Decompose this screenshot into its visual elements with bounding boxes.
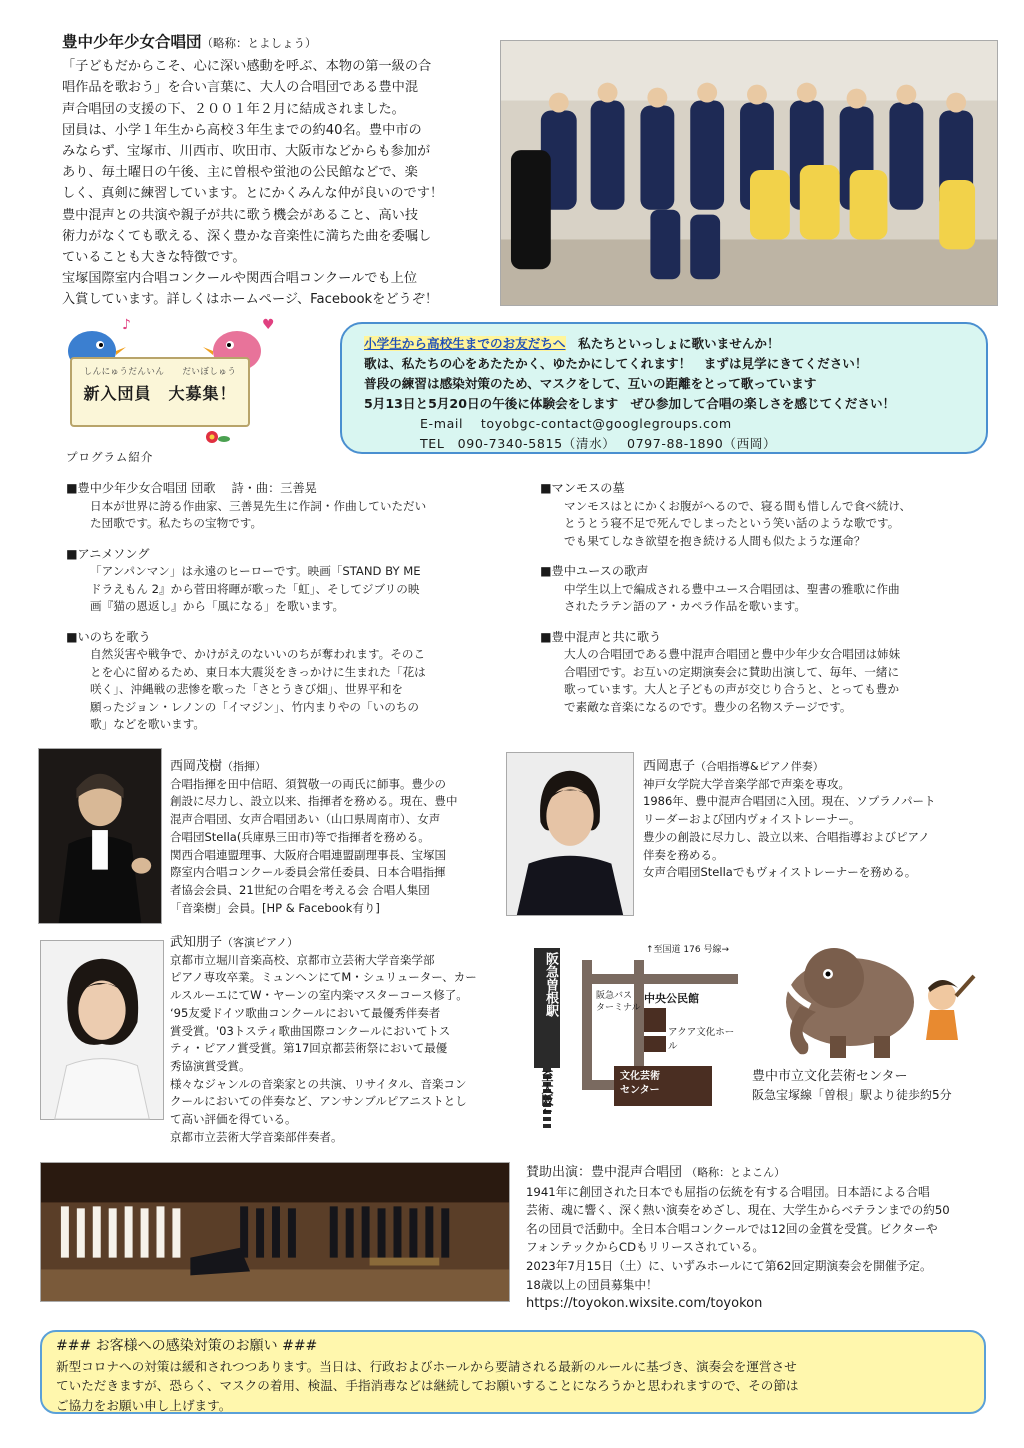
bio-body: 京都市立堀川音楽高校、京都市立芸術大学音楽学部 ピアノ専攻卒業。ミュンヘンにてM・シュリューター、カー ルスルーエにてW・ヤーンの室内楽マスターコース修了。 ‘95友愛ドイツ歌曲コンクールにおいて最優秀伴奏者 賞受賞。'03トスティ歌曲国際コンクールにおいてトス ティ・ピアノ賞受賞。第17回京都芸術祭において最優 秀協演賞受賞。 様々なジャンルの音楽家との共演、リサイタル、音楽コン クールにおいての伴奏など、アンサンブルピアニストとし て高い評価を得ている。 京都市立芸術大学音楽部伴奏者。	[170, 952, 477, 1144]
program-item-title: ■アニメソング	[66, 546, 150, 561]
svg-text:♥: ♥	[262, 317, 275, 333]
guest-abbr: （略称：とよこん）	[686, 1166, 786, 1179]
invite-line2: 歌は、私たちの心をあたたかく、ゆたかにしてくれます！ まずは見学にきてください！	[364, 356, 868, 371]
map-osaka: 至大阪↓	[540, 1070, 554, 1117]
recruit-title: 新入団員 大募集！	[83, 384, 237, 403]
recruit-sign	[70, 357, 250, 427]
access-map	[526, 940, 738, 1130]
intro-section	[62, 32, 472, 311]
invitation-box	[340, 322, 988, 454]
venue-info	[752, 1067, 952, 1105]
program-item-title: ■豊中少年少女合唱団 団歌 詩・曲：三善晃	[66, 481, 317, 495]
intro-body: 「子どもだからこそ、心に深い感動を呼ぶ、本物の第一級の合 唱作品を歌おう」を合い言葉に、大人の合唱団である豊中混 声合唱団の支援の下、２００１年２月に結成されました。 団員は、小学１年生から高校３年生までの約40名。豊中市の みならず、宝塚市、川西市、吹田市、大阪市などからも参加が あり、毎土曜日の午後、主に曽根や蛍池の公民館などで、楽 しく、真剣に練習しています。とにかくみんな仲が良いのです！ 豊中混声との共演や親子が共に歌う機会があること、高い技 術力がなくても歌える、深く豊かな音楽性に満ちた曲を委嘱し ていることも大きな特徴です。 宝塚国際室内合唱コンクールや関西合唱コンクールでも上位 入賞しています。詳しくはホームページ、Facebookをどうぞ！	[62, 59, 444, 308]
conductor-photo	[38, 748, 162, 924]
invite-highlight: 小学生から高校生までのお友だちへ	[364, 336, 566, 351]
program-item	[540, 563, 1000, 616]
map-center: 中央公民館	[644, 992, 699, 1005]
bio-role: （指揮）	[222, 760, 267, 773]
svg-text:♪: ♪	[122, 317, 131, 333]
venue-name: 豊中市立文化芸術センター	[752, 1069, 908, 1084]
map-aqua: アクア文化ホール	[668, 1027, 735, 1052]
invite-line4: 5月13日と5月20日の午後に体験会をします ぜひ参加して合唱の楽しさを感じてください！	[364, 396, 896, 411]
program-item-title: ■いのちを歌う	[66, 629, 151, 644]
guest-title: 賛助出演：豊中混声合唱団	[526, 1165, 683, 1180]
program-item	[66, 629, 516, 734]
program-item-title: ■豊中ユースの歌声	[540, 564, 649, 578]
bio-keiko	[643, 758, 993, 882]
program-item	[66, 546, 516, 616]
invite-line1: 私たちといっしょに歌いませんか！	[565, 336, 780, 351]
map-road: ↑至国道 176 号線→	[646, 945, 729, 955]
program-item-title: ■マンモスの墓	[540, 481, 625, 495]
guest-url[interactable]: https://toyokon.wixsite.com/toyokon	[526, 1296, 763, 1312]
program-item-desc: 自然災害や戦争で、かけがえのないいのちが奪われます。そのこ とを心に留めるため、東日本大震災をきっかけに生まれた「花は 咲く」、沖縄戦の悲惨を歌った「さとうきび畑」、世界平和を 願ったジョン・レノンの「イマジン」、竹内まりやの「いのちの 歌」などを歌います。	[90, 647, 426, 731]
map-bus: 阪急バス ターミナル	[596, 991, 641, 1013]
keiko-photo	[506, 752, 634, 916]
choir-abbr: （略称：とよしょう）	[201, 36, 317, 50]
guest-body: 1941年に創団された日本でも屈指の伝統を有する合唱団。日本語による合唱 芸術、魂に響く、深く熱い演奏をめざし、現在、大学生からベテランまでの約50 名の団員で活動中。全日本合唱コンクールでは12回の金賞を受賞。ビクターや フォンテックからCDもリリースされている。 2023年7月15日（土）に、いずみホールにて第62回定期演奏会を開催予定。 18歳以上の団員募集中！	[526, 1184, 950, 1292]
program-label: プログラム紹介	[66, 450, 154, 464]
program-item-desc: 大人の合唱団である豊中混声合唱団と豊中少年少女合唱団は姉妹 合唱団です。お互いの定期演奏会に賛助出演して、毎年、一緒に 歌っています。大人と子どもの声が交じり合うと、とっても豊か で素敵な音楽になるのです。豊少の名物ステージです。	[564, 647, 901, 714]
bio-role: （合唱指導&ピアノ伴奏）	[695, 760, 824, 773]
program-left	[66, 480, 516, 747]
program-item	[66, 480, 516, 533]
program-item-title: ■豊中混声と共に歌う	[540, 629, 662, 644]
mammoth-illustration	[770, 936, 980, 1062]
program-right	[540, 480, 1000, 729]
notice-body: 新型コロナへの対策は緩和されつつあります。当日は、行政およびホールから要請される最新のルールに基づき、演奏会を運営させ ていただきますが、恐らく、マスクの着用、検温、手指消毒などは継続してお願いすることになろうかと思われますので、その節は ご協力をお願い申し上げます。	[56, 1358, 799, 1413]
notice-box	[40, 1330, 986, 1414]
contact-email[interactable]: E-mail toyobgc-contact@googlegroups.com	[420, 416, 732, 431]
recruit-ruby: しんにゅうだんいん だいぼしゅう	[83, 367, 237, 377]
recruit-badge	[62, 315, 275, 447]
flower-icon	[202, 427, 242, 447]
bio-body: 神戸女学院大学音楽学部で声楽を専攻。 1986年、豊中混声合唱団に入団。現在、ソプラノパート リーダーおよび団内ヴォイストレーナー。 豊少の創設に尽力し、設立以来、合唱指導およびピアノ 伴奏を務める。 女声合唱団Stellaでもヴォイストレーナーを務める。	[643, 776, 936, 880]
notice-title: ### お客様への感染対策のお願い ###	[56, 1338, 318, 1354]
concert-photo	[40, 1162, 510, 1302]
bio-tomoko	[170, 934, 520, 1146]
invite-line3: 普段の練習は感染対策のため、マスクをして、互いの距離をとって歌っています	[364, 376, 817, 391]
map-arts: 文化芸術 センター	[620, 1071, 660, 1096]
program-item	[540, 629, 1000, 717]
bio-name: 西岡恵子	[643, 759, 696, 774]
program-item-desc: 「アンパンマン」は永遠のヒーローです。映画「STAND BY ME ドラえもん 2』から菅田将暉が歌った「虹」、そしてジブリの映 画『猫の恩返し』から「風になる」を歌います。	[90, 564, 421, 613]
pianist-photo	[40, 940, 164, 1120]
contact-tel: TEL 090-7340-5815（清水） 0797-88-1890（西岡）	[420, 436, 777, 451]
program-item	[540, 480, 1000, 550]
map-station: 阪急曽根駅	[543, 952, 558, 1017]
choir-title: 豊中少年少女合唱団	[62, 33, 202, 51]
bio-body: 合唱指揮を田中信昭、須賀敬一の両氏に師事。豊少の 創設に尽力し、設立以来、指揮者を務める。現在、豊中 混声合唱団、女声合唱団あい（山口県周南市）、女声 合唱団Stella(兵庫県三田市)等で指揮者を務める。 関西合唱連盟理事、大阪府合唱連盟副理事長、宝塚国 際室内合唱コンクール委員会常任委員、日本合唱指揮 者協会会員、21世紀の合唱を考える会 合唱人集団 「音楽樹」会員。[HP & Facebook有り]	[170, 776, 458, 915]
choir-group-photo	[500, 40, 998, 306]
bio-role: （客演ピアノ）	[222, 936, 299, 949]
program-item-desc: 日本が世界に誇る作曲家、三善晃先生に作詞・作曲していただい た団歌です。私たちの宝物です。	[90, 498, 427, 530]
program-item-desc: マンモスはとにかくお腹がへるので、寝る間も惜しんで食べ続け、 とうとう寝不足で死んでしまったという笑い話のような歌です。 でも果てしなき欲望を抱き続ける人間も似たような運命？	[564, 498, 912, 548]
bio-name: 西岡茂樹	[170, 759, 223, 774]
bio-shigeki	[170, 758, 490, 917]
program-item-desc: 中学生以上で編成される豊中ユース合唱団は、聖書の雅歌に作曲 されたラテン語のア・カペラ作品を歌います。	[564, 581, 900, 613]
guest-section	[526, 1164, 996, 1314]
bio-name: 武知朋子	[170, 935, 223, 950]
venue-access: 阪急宝塚線「曽根」駅より徒歩約5分	[752, 1088, 952, 1102]
